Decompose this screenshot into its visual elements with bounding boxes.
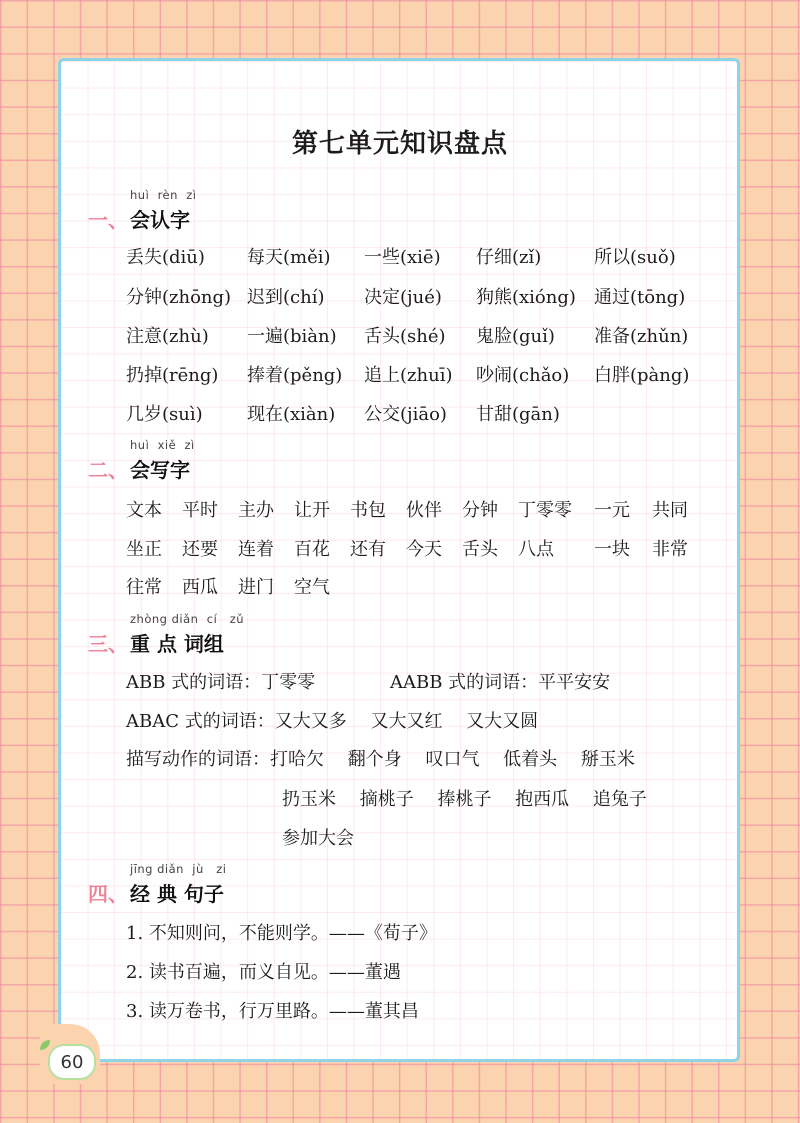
phrase-action-line: 扔玉米 摘桃子 捧桃子 抱西瓜 追兔子: [282, 789, 647, 810]
section-pinyin: jīng diǎn jù zi: [130, 862, 227, 876]
write-word: 丁零零: [518, 500, 572, 521]
recognize-word: 注意(zhù): [126, 326, 209, 347]
write-word: 西瓜: [182, 577, 218, 598]
recognize-word: 现在(xiàn): [247, 404, 336, 425]
recognize-word: 分钟(zhōng): [126, 287, 232, 308]
write-word: 伙伴: [406, 500, 442, 521]
recognize-word: 鬼脸(guǐ): [476, 326, 555, 347]
write-word: 共同: [652, 500, 688, 521]
write-word: 还有: [350, 539, 386, 560]
recognize-word: 通过(tōng): [594, 287, 686, 308]
recognize-word: 公交(jiāo): [364, 404, 447, 425]
recognize-word: 白胖(pàng): [594, 365, 690, 386]
write-word: 一块: [594, 539, 630, 560]
recognize-word: 甘甜(gān): [476, 404, 560, 425]
phrase-abac: ABAC 式的词语：又大又多 又大又红 又大又圆: [126, 711, 539, 732]
section-heading: 会写字: [130, 458, 190, 482]
recognize-word: 吵闹(chǎo): [476, 365, 570, 386]
write-word: 进门: [238, 577, 274, 598]
recognize-word: 几岁(suì): [126, 404, 203, 425]
recognize-word: 一些(xiē): [364, 247, 441, 268]
recognize-word: 丢失(diū): [126, 247, 205, 268]
write-word: 空气: [294, 577, 330, 598]
section-pinyin: zhòng diǎn cí zǔ: [130, 612, 245, 626]
write-word: 平时: [182, 500, 218, 521]
write-word: 今天: [406, 539, 442, 560]
recognize-word: 一遍(biàn): [247, 326, 337, 347]
classic-sentence: 3. 读万卷书，行万里路。——董其昌: [126, 1001, 419, 1022]
write-word: 百花: [294, 539, 330, 560]
write-word: 主办: [238, 500, 274, 521]
phrase-action-line: 描写动作的词语：打哈欠 翻个身 叹口气 低着头 掰玉米: [126, 749, 635, 770]
section-number: 三、: [88, 632, 128, 656]
section-number: 一、: [88, 208, 128, 232]
recognize-word: 扔掉(rēng): [126, 365, 219, 386]
write-word: 坐正: [126, 539, 162, 560]
classic-sentence: 2. 读书百遍，而义自见。——董遇: [126, 962, 401, 983]
recognize-word: 准备(zhǔn): [594, 326, 689, 347]
classic-sentence: 1. 不知则问，不能则学。——《荀子》: [126, 923, 437, 944]
write-word: 让开: [294, 500, 330, 521]
page-number: 60: [48, 1044, 96, 1080]
section-heading: 会认字: [130, 208, 190, 232]
recognize-word: 仔细(zǐ): [476, 247, 542, 268]
recognize-word: 迟到(chí): [247, 287, 325, 308]
section-pinyin: huì xiě zì: [130, 438, 195, 452]
recognize-word: 追上(zhuī): [364, 365, 453, 386]
write-word: 舌头: [462, 539, 498, 560]
recognize-word: 决定(jué): [364, 287, 442, 308]
recognize-word: 狗熊(xióng): [476, 287, 576, 308]
write-word: 分钟: [462, 500, 498, 521]
write-word: 文本: [126, 500, 162, 521]
write-word: 连着: [238, 539, 274, 560]
phrase-abb: ABB 式的词语：丁零零: [126, 672, 316, 693]
write-word: 还要: [182, 539, 218, 560]
section-pinyin: huì rèn zì: [130, 188, 197, 202]
recognize-word: 所以(suǒ): [594, 247, 676, 268]
section-number: 二、: [88, 458, 128, 482]
phrase-action-line: 参加大会: [282, 828, 354, 849]
write-word: 往常: [126, 577, 162, 598]
section-heading: 重 点 词组: [130, 632, 224, 656]
recognize-word: 舌头(shé): [364, 326, 446, 347]
write-word: 书包: [350, 500, 386, 521]
recognize-word: 每天(měi): [247, 247, 331, 268]
page-title: 第七单元知识盘点: [291, 129, 508, 159]
write-word: 非常: [652, 539, 688, 560]
write-word: 一元: [594, 500, 630, 521]
section-heading: 经 典 句子: [130, 882, 224, 906]
phrase-aabb: AABB 式的词语：平平安安: [390, 672, 611, 693]
write-word: 八点: [518, 539, 554, 560]
recognize-word: 捧着(pěng): [247, 365, 343, 386]
section-number: 四、: [88, 882, 128, 906]
